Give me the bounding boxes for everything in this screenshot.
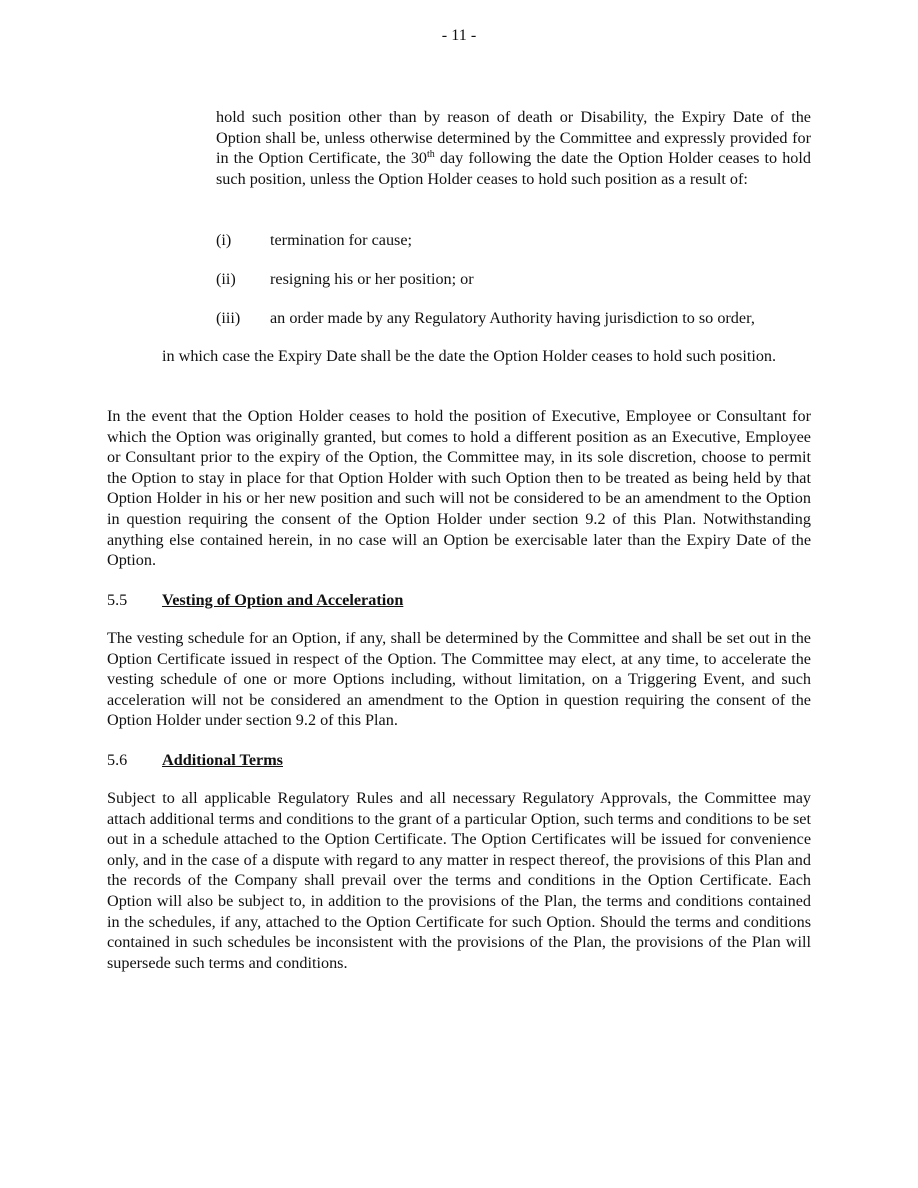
section-body-5-6: Subject to all applicable Regulatory Rules and all necessary Regulatory Approvals, the Committee may attach additional terms and conditions to the grant of a particular Option, such terms and conditions to be set out in a schedule attached to the Option Certificate. The Option Certificates will be issued for convenience only, and in the case of a dispute with regard to any matter in respect thereof, the provisions of this Plan and the records of the Company shall prevail over the terms and conditions in the Option Certificate. Each Option will also be subject to, in addition to the provisions of the Plan, the terms and conditions contained in the schedules, if any, attached to the Option Certificate for such Option. Should the terms and conditions contained in such schedules be inconsistent with the provisions of the Plan, the provisions of the Plan will supersede such terms and conditions. bbox=[107, 789, 811, 972]
section-title: Additional Terms bbox=[162, 751, 283, 769]
list-marker: (i) bbox=[216, 231, 232, 249]
ordinal-superscript: th bbox=[427, 149, 435, 161]
page-number: - 11 - bbox=[441, 26, 477, 44]
closing-clause: in which case the Expiry Date shall be the date the Option Holder ceases to hold such position. bbox=[162, 347, 777, 365]
list-marker: (ii) bbox=[216, 270, 236, 288]
section-number: 5.5 bbox=[107, 591, 128, 609]
paragraph-position-change: In the event that the Option Holder ceases to hold the position of Executive, Employee or Consultant for which the Option was originally granted, but comes to hold a different position as an Executive, Employee or Consultant prior to the expiry of the Option, the Committee may, in its sole discretion, choose to permit the Option to stay in place for that Option Holder with such Option then to be treated as being held by that Option Holder in his or her new position and such will not be considered to be an amendment to the Option in question requiring the consent of the Option Holder under section 9.2 of this Plan. Notwithstanding anything else contained herein, in no case will an Option be exercisable later than the Expiry Date of the Option. bbox=[107, 407, 811, 570]
section-number: 5.6 bbox=[107, 751, 128, 769]
intro-text-end: day following the date the Option Holder ceases to hold such position, unless the Option Holder ceases to hold such position as a result of: bbox=[216, 149, 811, 188]
intro-paragraph bbox=[216, 107, 811, 189]
section-body-5-5: The vesting schedule for an Option, if any, shall be determined by the Committee and shall be set out in the Option Certificate issued in respect of the Option. The Committee may elect, at any time, to accelerate the vesting schedule of one or more Options including, without limitation, on a Triggering Event, and such acceleration will not be considered an amendment to the Option in question requiring the consent of the Option Holder under section 9.2 of this Plan. bbox=[107, 629, 811, 730]
section-title: Vesting of Option and Acceleration bbox=[162, 591, 404, 609]
intro-text-start: hold such position other than by reason of death or Disability, the Expiry Date of the Option shall be, unless otherwise determined by the Committee and expressly provided for in the Option Certificate, the 30 bbox=[216, 108, 811, 168]
list-text: resigning his or her position; or bbox=[270, 270, 474, 288]
list-marker: (iii) bbox=[216, 309, 241, 327]
list-text: an order made by any Regulatory Authority having jurisdiction to so order, bbox=[270, 309, 755, 327]
list-text: termination for cause; bbox=[270, 231, 413, 249]
